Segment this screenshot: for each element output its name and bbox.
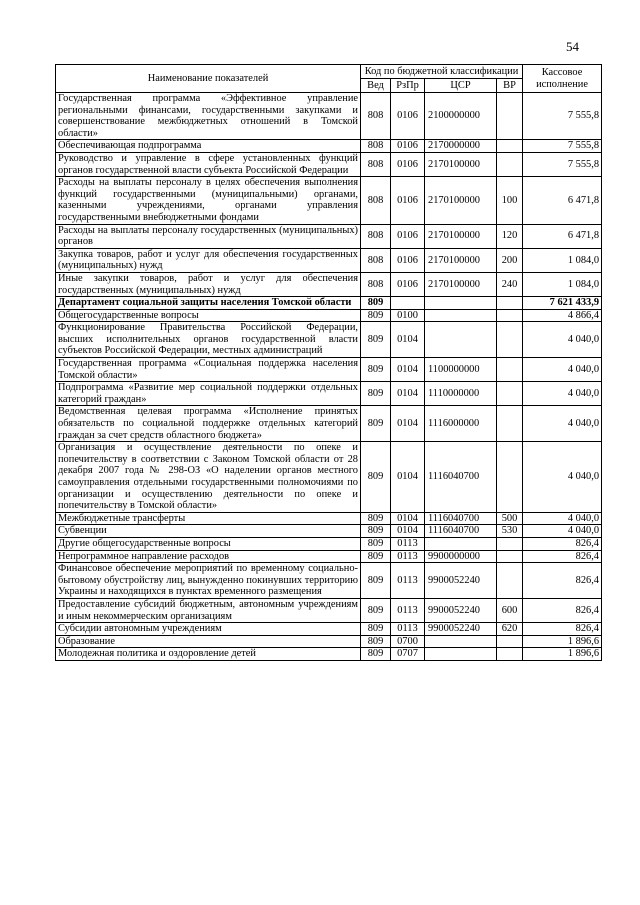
cell-csr: 9900052240 xyxy=(425,623,497,636)
cell-rzpr: 0100 xyxy=(391,309,425,322)
table-row xyxy=(56,563,602,599)
cell-ved: 809 xyxy=(361,309,391,322)
cell-csr: 1110000000 xyxy=(425,382,497,406)
cell-rzpr: 0106 xyxy=(391,177,425,224)
cell-name: Обеспечивающая подпрограмма xyxy=(56,140,361,153)
cell-name: Финансовое обеспечение мероприятий по временному социально-бытовому обустройству лиц, вынужденно покинувших территорию Украины и находящихся в пунктах временного размещения xyxy=(56,563,361,599)
cell-cash: 4 040,0 xyxy=(523,525,602,538)
cell-cash: 7 555,8 xyxy=(523,93,602,140)
cell-name: Расходы на выплаты персоналу государственных (муниципальных) органов xyxy=(56,224,361,248)
cell-name: Субсидии автономным учреждениям xyxy=(56,623,361,636)
table-body xyxy=(56,93,602,661)
cell-ved: 808 xyxy=(361,248,391,272)
cell-cash: 6 471,8 xyxy=(523,224,602,248)
cell-rzpr: 0104 xyxy=(391,358,425,382)
cell-rzpr: 0106 xyxy=(391,224,425,248)
cell-vr xyxy=(497,635,523,648)
cell-rzpr: 0106 xyxy=(391,248,425,272)
cell-cash: 1 084,0 xyxy=(523,248,602,272)
cell-cash: 826,4 xyxy=(523,598,602,622)
cell-name: Молодежная политика и оздоровление детей xyxy=(56,648,361,661)
cell-cash: 4 040,0 xyxy=(523,512,602,525)
table-row xyxy=(56,525,602,538)
cell-vr xyxy=(497,382,523,406)
cell-ved: 809 xyxy=(361,512,391,525)
table-row xyxy=(56,177,602,224)
cell-vr xyxy=(497,140,523,153)
cell-cash: 6 471,8 xyxy=(523,177,602,224)
cell-cash: 4 040,0 xyxy=(523,358,602,382)
cell-rzpr: 0106 xyxy=(391,140,425,153)
cell-cash: 1 896,6 xyxy=(523,648,602,661)
table-row xyxy=(56,550,602,563)
cell-csr: 2170100000 xyxy=(425,177,497,224)
cell-cash: 7 621 433,9 xyxy=(523,297,602,310)
table-row xyxy=(56,152,602,176)
cell-csr xyxy=(425,309,497,322)
table-row xyxy=(56,635,602,648)
cell-name: Субвенции xyxy=(56,525,361,538)
cell-vr: 240 xyxy=(497,272,523,296)
cell-cash: 4 040,0 xyxy=(523,442,602,513)
cell-vr: 600 xyxy=(497,598,523,622)
cell-vr: 100 xyxy=(497,177,523,224)
cell-name: Непрограммное направление расходов xyxy=(56,550,361,563)
cell-ved: 808 xyxy=(361,93,391,140)
cell-csr xyxy=(425,322,497,358)
cell-rzpr: 0113 xyxy=(391,563,425,599)
cell-ved: 809 xyxy=(361,358,391,382)
header-cash: Кассовое исполнение xyxy=(523,65,602,93)
budget-table xyxy=(55,64,602,661)
header-csr: ЦСР xyxy=(425,79,497,93)
cell-csr: 1116040700 xyxy=(425,512,497,525)
cell-ved: 809 xyxy=(361,563,391,599)
cell-csr: 2170100000 xyxy=(425,152,497,176)
cell-name: Государственная программа «Социальная поддержка населения Томской области» xyxy=(56,358,361,382)
cell-vr xyxy=(497,297,523,310)
table-row xyxy=(56,93,602,140)
cell-vr xyxy=(497,648,523,661)
cell-name: Общегосударственные вопросы xyxy=(56,309,361,322)
header-ved: Вед xyxy=(361,79,391,93)
table-row xyxy=(56,248,602,272)
cell-vr xyxy=(497,406,523,442)
cell-name: Организация и осуществление деятельности по опеке и попечительству в соответствии с Законом Томской области от 28 декабря 2007 года № 298-ОЗ «О наделении органов местного самоуправления отдельными государственными полномочиями по организации и осуществлению деятельности по опеке и попечительству в Томской области» xyxy=(56,442,361,513)
cell-csr: 2170100000 xyxy=(425,248,497,272)
cell-vr: 200 xyxy=(497,248,523,272)
cell-cash: 4 040,0 xyxy=(523,382,602,406)
cell-vr xyxy=(497,550,523,563)
cell-ved: 808 xyxy=(361,140,391,153)
cell-ved: 808 xyxy=(361,152,391,176)
cell-name: Государственная программа «Эффективное управление региональными финансами, государственными закупками и совершенствование межбюджетных отношений в Томской области» xyxy=(56,93,361,140)
cell-name: Образование xyxy=(56,635,361,648)
cell-csr: 9900000000 xyxy=(425,550,497,563)
cell-vr: 620 xyxy=(497,623,523,636)
table-row xyxy=(56,537,602,550)
cell-ved: 808 xyxy=(361,224,391,248)
cell-rzpr: 0113 xyxy=(391,623,425,636)
header-code-group: Код по бюджетной классификации xyxy=(361,65,523,79)
cell-ved: 809 xyxy=(361,322,391,358)
cell-cash: 826,4 xyxy=(523,563,602,599)
cell-rzpr: 0113 xyxy=(391,537,425,550)
cell-vr: 530 xyxy=(497,525,523,538)
cell-cash: 7 555,8 xyxy=(523,152,602,176)
table-row xyxy=(56,442,602,513)
cell-rzpr: 0104 xyxy=(391,512,425,525)
table-row xyxy=(56,648,602,661)
cell-vr xyxy=(497,537,523,550)
cell-ved: 808 xyxy=(361,272,391,296)
cell-ved: 809 xyxy=(361,382,391,406)
cell-rzpr: 0106 xyxy=(391,272,425,296)
cell-ved: 809 xyxy=(361,550,391,563)
cell-vr xyxy=(497,563,523,599)
cell-vr xyxy=(497,309,523,322)
cell-ved: 809 xyxy=(361,623,391,636)
cell-cash: 1 084,0 xyxy=(523,272,602,296)
cell-csr: 2100000000 xyxy=(425,93,497,140)
cell-rzpr: 0104 xyxy=(391,322,425,358)
cell-rzpr: 0700 xyxy=(391,635,425,648)
cell-csr xyxy=(425,635,497,648)
cell-csr: 1116040700 xyxy=(425,442,497,513)
cell-ved: 809 xyxy=(361,525,391,538)
table-row xyxy=(56,512,602,525)
cell-rzpr: 0104 xyxy=(391,442,425,513)
cell-vr xyxy=(497,322,523,358)
table-row xyxy=(56,406,602,442)
header-rzpr: РзПр xyxy=(391,79,425,93)
table-row xyxy=(56,623,602,636)
cell-cash: 826,4 xyxy=(523,537,602,550)
cell-csr xyxy=(425,537,497,550)
cell-rzpr: 0106 xyxy=(391,93,425,140)
table-row xyxy=(56,598,602,622)
table-row xyxy=(56,309,602,322)
cell-vr xyxy=(497,442,523,513)
cell-rzpr: 0106 xyxy=(391,152,425,176)
cell-cash: 1 896,6 xyxy=(523,635,602,648)
cell-ved: 809 xyxy=(361,635,391,648)
cell-name: Иные закупки товаров, работ и услуг для обеспечения государственных (муниципальных) нужд xyxy=(56,272,361,296)
cell-csr: 1116040700 xyxy=(425,525,497,538)
cell-rzpr: 0104 xyxy=(391,382,425,406)
cell-name: Межбюджетные трансферты xyxy=(56,512,361,525)
cell-rzpr: 0104 xyxy=(391,406,425,442)
cell-name: Функционирование Правительства Российской Федерации, высших исполнительных органов государственной власти субъектов Российской Федерации, местных администраций xyxy=(56,322,361,358)
cell-cash: 7 555,8 xyxy=(523,140,602,153)
cell-rzpr: 0113 xyxy=(391,550,425,563)
cell-rzpr: 0113 xyxy=(391,598,425,622)
cell-cash: 4 866,4 xyxy=(523,309,602,322)
cell-name: Ведомственная целевая программа «Исполнение принятых обязательств по социальной поддержке отдельных категорий граждан за счет средств областного бюджета» xyxy=(56,406,361,442)
cell-csr: 2170000000 xyxy=(425,140,497,153)
page-number: 54 xyxy=(566,39,579,54)
table-row xyxy=(56,358,602,382)
cell-cash: 826,4 xyxy=(523,550,602,563)
cell-ved: 809 xyxy=(361,297,391,310)
cell-csr xyxy=(425,297,497,310)
header-vr: ВР xyxy=(497,79,523,93)
cell-csr: 9900052240 xyxy=(425,598,497,622)
cell-vr: 500 xyxy=(497,512,523,525)
cell-csr: 9900052240 xyxy=(425,563,497,599)
table-row xyxy=(56,382,602,406)
cell-name: Другие общегосударственные вопросы xyxy=(56,537,361,550)
cell-ved: 809 xyxy=(361,406,391,442)
cell-ved: 809 xyxy=(361,648,391,661)
cell-vr xyxy=(497,358,523,382)
cell-ved: 809 xyxy=(361,537,391,550)
cell-name: Подпрограмма «Развитие мер социальной поддержки отдельных категорий граждан» xyxy=(56,382,361,406)
cell-cash: 4 040,0 xyxy=(523,322,602,358)
cell-csr: 2170100000 xyxy=(425,224,497,248)
table-row xyxy=(56,272,602,296)
cell-rzpr: 0104 xyxy=(391,525,425,538)
cell-csr: 2170100000 xyxy=(425,272,497,296)
header-name: Наименование показателей xyxy=(56,65,361,93)
cell-ved: 809 xyxy=(361,442,391,513)
table-row xyxy=(56,224,602,248)
cell-vr xyxy=(497,93,523,140)
cell-name: Департамент социальной защиты населения Томской области xyxy=(56,297,361,310)
cell-csr: 1116000000 xyxy=(425,406,497,442)
cell-cash: 826,4 xyxy=(523,623,602,636)
cell-csr xyxy=(425,648,497,661)
cell-csr: 1100000000 xyxy=(425,358,497,382)
cell-rzpr xyxy=(391,297,425,310)
cell-name: Предоставление субсидий бюджетным, автономным учреждениям и иным некоммерческим организациям xyxy=(56,598,361,622)
cell-vr xyxy=(497,152,523,176)
cell-name: Расходы на выплаты персоналу в целях обеспечения выполнения функций государственными (муниципальными) органами, казенными учреждениями, органами управления государственными внебюджетными фондами xyxy=(56,177,361,224)
table-row xyxy=(56,297,602,310)
cell-rzpr: 0707 xyxy=(391,648,425,661)
table-row xyxy=(56,140,602,153)
cell-cash: 4 040,0 xyxy=(523,406,602,442)
cell-vr: 120 xyxy=(497,224,523,248)
cell-ved: 809 xyxy=(361,598,391,622)
table-row xyxy=(56,322,602,358)
cell-ved: 808 xyxy=(361,177,391,224)
cell-name: Закупка товаров, работ и услуг для обеспечения государственных (муниципальных) нужд xyxy=(56,248,361,272)
cell-name: Руководство и управление в сфере установленных функций органов государственной власти субъекта Российской Федерации xyxy=(56,152,361,176)
